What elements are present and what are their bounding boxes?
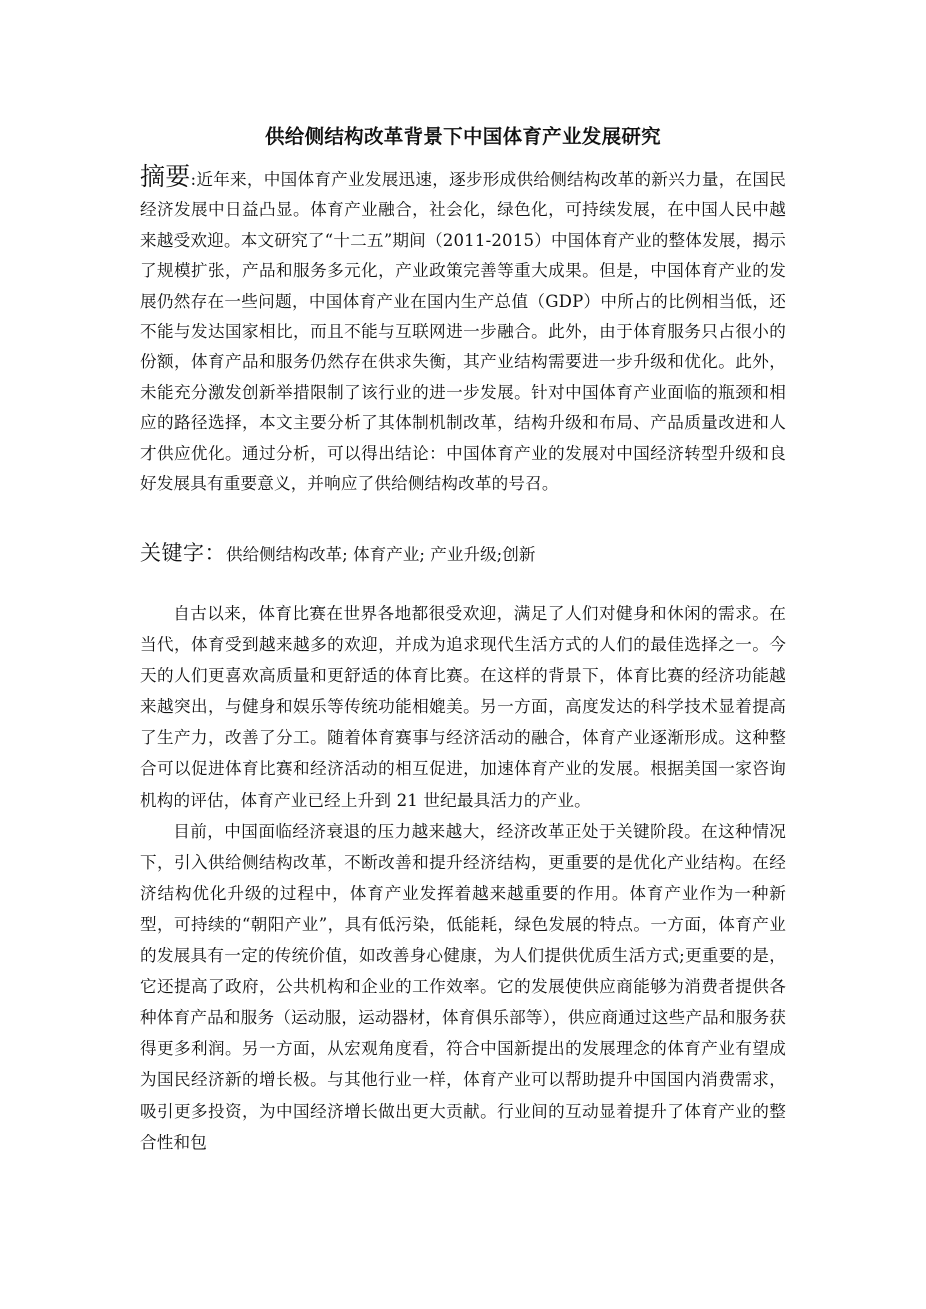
abstract-heading: 摘要	[140, 162, 191, 191]
paper-title: 供给侧结构改革背景下中国体育产业发展研究	[264, 125, 661, 148]
abstract-text: 近年来，中国体育产业发展迅速，逐步形成供给侧结构改革的新兴力量，在国民经济发展中日益凸显。体育产业融合，社会化，绿色化，可持续发展，在中国人民中越来越受欢迎。本文研究了“十二五”期间（2011-2015）中国体育产业的整体发展，揭示了规模扩张，产品和服务多元化，产业政策完善等重大成果。但是，中国体育产业的发展仍然存在一些问题，中国体育产业在国内生产总值（GDP）中所占的比例相当低，还不能与发达国家相比，而且不能与互联网进一步融合。此外，由于体育服务只占很小的份额，体育产品和服务仍然存在供求失衡，其产业结构需要进一步升级和优化。此外，未能充分激发创新举措限制了该行业的进一步发展。针对中国体育产业面临的瓶颈和相应的路径选择，本文主要分析了其体制机制改革，结构升级和布局、产品质量改进和人才供应优化。通过分析，可以得出结论：中国体育产业的发展对中国经济转型升级和良好发展具有重要意义，并响应了供给侧结构改革的号召。	[140, 170, 786, 494]
abstract-section	[140, 162, 786, 499]
keywords-text: 供给侧结构改革; 体育产业; 产业升级;创新	[226, 545, 536, 564]
keywords-heading: 关键字：	[140, 541, 226, 565]
abstract-separator: :	[190, 170, 197, 189]
keywords-section	[140, 537, 786, 571]
body-paragraph: 目前，中国面临经济衰退的压力越来越大，经济改革正处于关键阶段。在这种情况下，引入供给侧结构改革，不断改善和提升经济结构，更重要的是优化产业结构。在经济结构优化升级的过程中，体育产业发挥着越来越重要的作用。体育产业作为一种新型，可持续的“朝阳产业”，具有低污染，低能耗，绿色发展的特点。一方面，体育产业的发展具有一定的传统价值，如改善身心健康，为人们提供优质生活方式;更重要的是，它还提高了政府，公共机构和企业的工作效率。它的发展使供应商能够为消费者提供各种体育产品和服务（运动服，运动器材，体育俱乐部等），供应商通过这些产品和服务获得更多利润。另一方面，从宏观角度看，符合中国新提出的发展理念的体育产业有望成为国民经济新的增长极。与其他行业一样，体育产业可以帮助提升中国国内消费需求，吸引更多投资，为中国经济增长做出更大贡献。行业间的互动显着提升了体育产业的整合性和包	[140, 821, 786, 1152]
body-text	[140, 598, 786, 1158]
body-paragraph: 自古以来，体育比赛在世界各地都很受欢迎，满足了人们对健身和休闲的需求。在当代，体育受到越来越多的欢迎，并成为追求现代生活方式的人们的最佳选择之一。今天的人们更喜欢高质量和更舒适的体育比赛。在这样的背景下，体育比赛的经济功能越来越突出，与健身和娱乐等传统功能相媲美。另一方面，高度发达的科学技术显着提高了生产力，改善了分工。随着体育赛事与经济活动的融合，体育产业逐渐形成。这种整合可以促进体育比赛和经济活动的相互促进，加速体育产业的发展。根据美国一家咨询机构的评估，体育产业已经上升到 21 世纪最具活力的产业。	[140, 604, 786, 810]
